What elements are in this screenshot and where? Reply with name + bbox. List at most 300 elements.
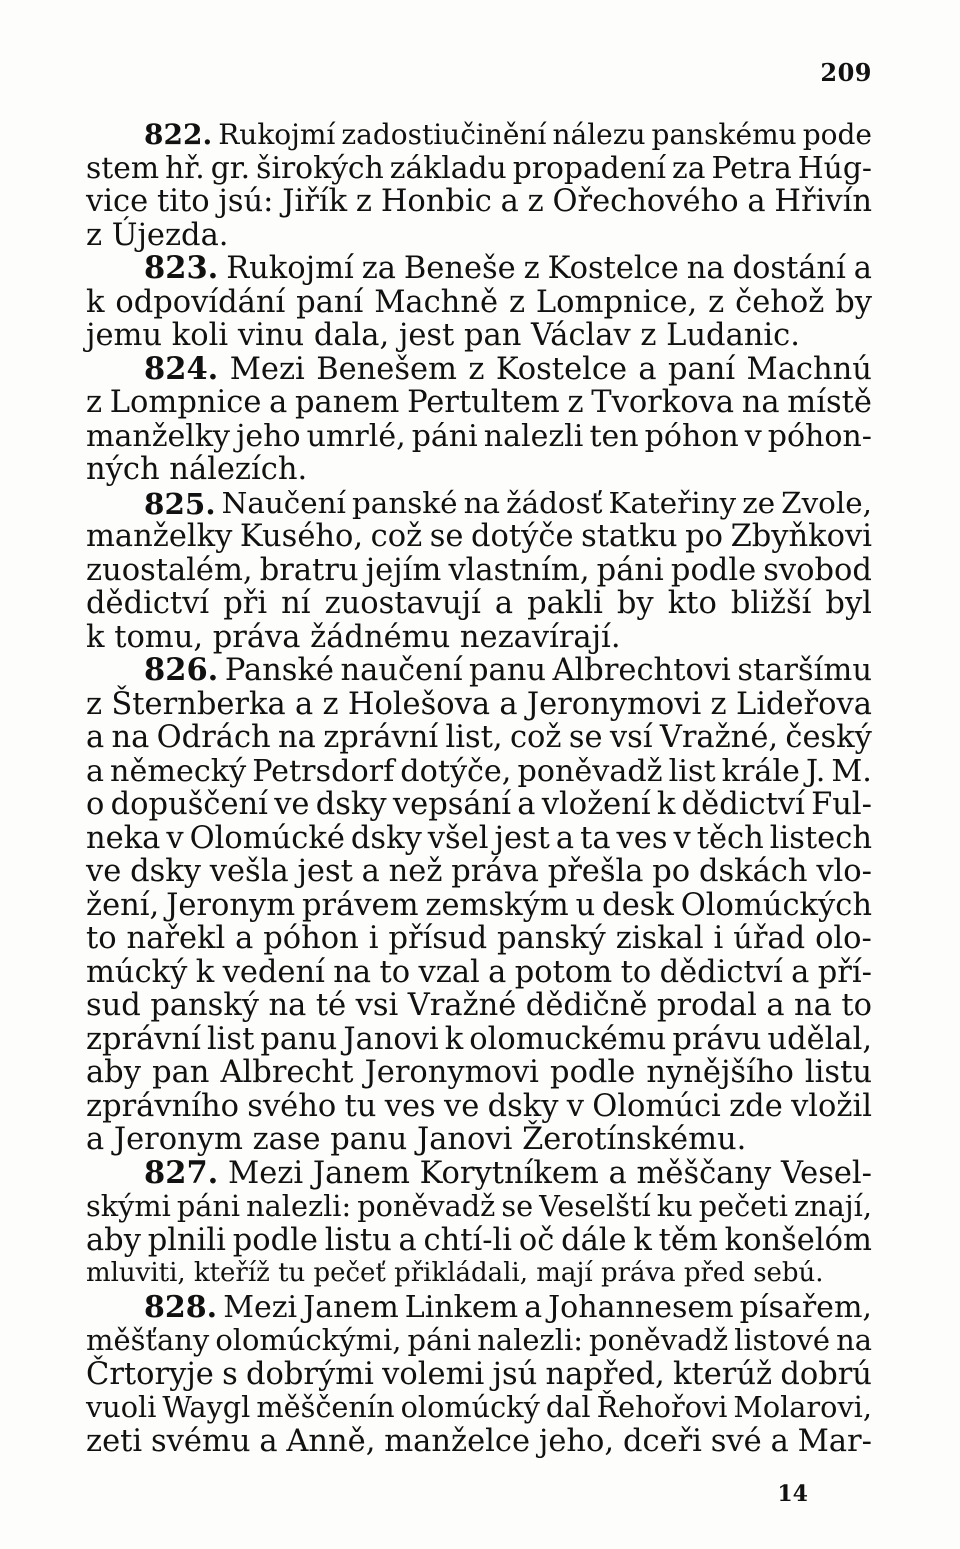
word: pečeť bbox=[313, 1258, 395, 1288]
word: ves bbox=[616, 820, 668, 856]
word: práva bbox=[451, 854, 539, 889]
word: Vražné bbox=[407, 988, 517, 1023]
word: práva bbox=[600, 1258, 684, 1288]
word: zprávního bbox=[86, 1088, 239, 1124]
word: by bbox=[616, 586, 654, 621]
word: k bbox=[195, 954, 215, 990]
word: Ořechového bbox=[552, 184, 739, 219]
word: vsi bbox=[355, 988, 399, 1023]
word: po bbox=[652, 854, 691, 889]
word: prodal bbox=[656, 988, 757, 1023]
text-line bbox=[86, 1056, 872, 1090]
word: sud bbox=[86, 988, 141, 1023]
text-line bbox=[86, 1224, 872, 1258]
word: po bbox=[685, 519, 723, 554]
word: sebú. bbox=[753, 1258, 824, 1288]
text-line bbox=[86, 386, 872, 420]
word: ziskal bbox=[615, 921, 704, 956]
word: z bbox=[355, 184, 372, 219]
text-line bbox=[86, 420, 872, 454]
word: Beneše bbox=[403, 251, 516, 286]
word: Olomúci bbox=[592, 1088, 721, 1124]
text-line bbox=[86, 1391, 872, 1425]
word: jeho bbox=[236, 418, 301, 454]
word: z bbox=[86, 385, 103, 420]
text-line bbox=[86, 453, 872, 487]
word: měščany bbox=[636, 1155, 772, 1191]
word: dopuščení bbox=[110, 787, 268, 822]
word: z bbox=[710, 686, 727, 722]
word: Jeronymovi bbox=[364, 1055, 539, 1090]
word: ta bbox=[580, 820, 611, 856]
word: zase bbox=[252, 1122, 331, 1157]
word: Lompnice bbox=[109, 385, 262, 420]
word: hř. bbox=[165, 150, 205, 186]
word: a bbox=[494, 586, 514, 621]
word: Vesel- bbox=[780, 1155, 872, 1191]
word: naučení bbox=[340, 653, 463, 688]
word: český bbox=[785, 720, 872, 755]
word: té bbox=[315, 988, 347, 1023]
word: listech bbox=[769, 820, 872, 856]
word: dceři bbox=[622, 1423, 702, 1459]
word: s bbox=[222, 1356, 238, 1392]
word: se bbox=[501, 1189, 534, 1223]
word: jejím bbox=[365, 552, 442, 588]
word: měšťany bbox=[86, 1323, 210, 1357]
word: z bbox=[640, 318, 667, 353]
word: nařekl bbox=[126, 921, 226, 956]
word: základu bbox=[389, 150, 507, 186]
word: vložení bbox=[541, 787, 651, 822]
word: Šternberka bbox=[111, 686, 286, 722]
word: přikládali, bbox=[394, 1258, 537, 1288]
word: v bbox=[744, 418, 762, 454]
word: Zbyňkovi bbox=[730, 519, 872, 554]
word: aby bbox=[86, 1055, 141, 1090]
text-line bbox=[86, 654, 872, 688]
word: jeho, bbox=[538, 1423, 615, 1459]
word: vedení bbox=[222, 954, 325, 990]
word: list, bbox=[445, 720, 503, 755]
word: a bbox=[555, 820, 575, 856]
word: z bbox=[708, 284, 725, 320]
text-line bbox=[86, 350, 872, 387]
word: z bbox=[322, 686, 339, 722]
word: za bbox=[361, 251, 396, 286]
body-text bbox=[86, 118, 872, 1458]
word: jsú: bbox=[218, 184, 274, 219]
word: Veselští bbox=[539, 1189, 651, 1223]
word: Vražné, bbox=[659, 720, 779, 755]
word: a bbox=[259, 1423, 278, 1459]
signature-mark: 14 bbox=[777, 1481, 808, 1507]
text-line bbox=[86, 755, 872, 789]
word: Řehořovi bbox=[596, 1390, 728, 1424]
word: a bbox=[499, 686, 518, 722]
word: v bbox=[166, 820, 184, 856]
word: oč bbox=[518, 1222, 555, 1258]
word: umrlé, bbox=[306, 418, 406, 454]
word: Rukojmí bbox=[218, 118, 336, 151]
word: vice bbox=[86, 184, 149, 219]
word: Petrsdorf bbox=[252, 753, 395, 789]
word: Molarovi, bbox=[733, 1390, 872, 1424]
word: a bbox=[770, 1423, 789, 1459]
word: z bbox=[86, 217, 112, 253]
word: a bbox=[361, 854, 380, 889]
word: zuostalém, bbox=[86, 552, 253, 588]
word: list bbox=[206, 1021, 255, 1057]
text-line bbox=[86, 855, 872, 889]
word: pakli bbox=[527, 586, 603, 621]
word: páni bbox=[176, 1189, 241, 1223]
word: za bbox=[672, 150, 706, 186]
word: Olomúckých bbox=[680, 887, 872, 923]
word: na bbox=[741, 385, 780, 420]
word: a bbox=[86, 1122, 114, 1157]
word: kteříž bbox=[193, 1258, 279, 1288]
word: Janovi bbox=[416, 1122, 523, 1157]
word: zuostavují bbox=[324, 586, 481, 621]
word: dotýče bbox=[470, 519, 574, 554]
word: dědictví bbox=[659, 954, 783, 990]
word: jemu bbox=[86, 318, 172, 353]
word: na bbox=[836, 1323, 872, 1357]
word: volemi bbox=[382, 1356, 485, 1392]
word: ze bbox=[742, 485, 776, 520]
word: při bbox=[223, 586, 268, 621]
word: dědictví bbox=[86, 586, 210, 621]
text-line bbox=[86, 822, 872, 856]
word: dědictví bbox=[681, 787, 805, 822]
word: z bbox=[527, 184, 544, 219]
text-line bbox=[86, 1190, 872, 1224]
word: a bbox=[269, 385, 288, 420]
word: gr. bbox=[210, 150, 251, 186]
word: udělal, bbox=[767, 1021, 872, 1057]
word: a bbox=[294, 686, 314, 722]
word: potom bbox=[514, 954, 613, 990]
word: Črtoryje bbox=[86, 1356, 214, 1392]
word: na bbox=[463, 485, 501, 520]
word: vešla bbox=[209, 854, 289, 889]
word: páni bbox=[407, 1323, 472, 1357]
word: dsky bbox=[315, 787, 387, 822]
word: Jeronymovi bbox=[526, 686, 702, 722]
word: podle bbox=[550, 1055, 636, 1090]
word: žádnému bbox=[310, 619, 460, 655]
word: Anně, bbox=[286, 1423, 376, 1459]
word: právem bbox=[302, 887, 419, 923]
word: nálezu bbox=[552, 118, 646, 151]
text-line bbox=[86, 922, 872, 956]
word: paní bbox=[667, 351, 736, 387]
word: a bbox=[791, 954, 810, 990]
word: dskách bbox=[698, 854, 808, 889]
word: olomúcký bbox=[400, 1390, 540, 1424]
word: se bbox=[429, 519, 464, 554]
word: zprávní bbox=[86, 1021, 201, 1057]
word: než bbox=[388, 854, 443, 889]
word: svobod bbox=[763, 552, 872, 588]
word: Žerotínskému. bbox=[522, 1122, 747, 1157]
word: Olomúcké bbox=[189, 820, 345, 856]
text-line bbox=[86, 989, 872, 1023]
word: a bbox=[608, 1155, 627, 1191]
word: nalezli: bbox=[246, 1189, 352, 1223]
text-line bbox=[86, 286, 872, 320]
word: staršímu bbox=[737, 653, 872, 688]
word: Mezi bbox=[223, 1289, 298, 1325]
word: z bbox=[508, 284, 526, 320]
text-line bbox=[86, 788, 872, 822]
word: se bbox=[568, 720, 603, 755]
word: listové bbox=[734, 1323, 831, 1357]
text-line bbox=[86, 1123, 872, 1157]
word: v bbox=[673, 820, 691, 856]
word: dal bbox=[545, 1390, 591, 1424]
word: ves bbox=[384, 1088, 436, 1124]
word: manželky bbox=[86, 519, 233, 554]
text-line bbox=[86, 956, 872, 990]
text-line bbox=[86, 621, 872, 655]
text-line bbox=[86, 1257, 872, 1291]
text-line bbox=[86, 152, 872, 186]
word: 828. bbox=[144, 1289, 218, 1325]
word: žádosť bbox=[506, 485, 603, 520]
word: pečeti bbox=[698, 1189, 788, 1223]
word: nalezli bbox=[483, 418, 584, 454]
word: ní bbox=[281, 586, 311, 621]
word: pan bbox=[463, 318, 532, 353]
word: zde bbox=[729, 1088, 783, 1124]
word: by bbox=[835, 284, 872, 320]
word: plnili bbox=[147, 1222, 226, 1258]
word: což bbox=[370, 519, 423, 554]
word: a bbox=[488, 954, 507, 990]
word: ných bbox=[86, 452, 170, 487]
word: Mezi bbox=[228, 1155, 304, 1191]
word: znají, bbox=[793, 1189, 872, 1223]
word: těch bbox=[696, 820, 764, 856]
text-line bbox=[86, 319, 872, 353]
word: páni bbox=[411, 418, 478, 454]
word: Benešem bbox=[316, 351, 457, 387]
word: německý bbox=[110, 753, 247, 789]
word: všel bbox=[427, 820, 489, 856]
word: 825. bbox=[144, 485, 216, 521]
word: Lompnice, bbox=[535, 284, 698, 320]
word: k bbox=[86, 284, 105, 320]
word: koli bbox=[171, 318, 238, 353]
word: 826. bbox=[144, 652, 219, 688]
word: Albrecht bbox=[220, 1055, 354, 1090]
word: Pertultem bbox=[407, 385, 560, 420]
word: neka bbox=[86, 820, 161, 856]
word: Rukojmí bbox=[226, 251, 354, 286]
word: konšelóm bbox=[724, 1222, 872, 1258]
word: Tvorkova bbox=[591, 385, 735, 420]
word: a bbox=[524, 1289, 543, 1325]
word: ve bbox=[443, 1088, 480, 1124]
word: ve bbox=[274, 787, 310, 822]
word: z bbox=[567, 385, 584, 420]
word: Korytníkem bbox=[419, 1155, 599, 1191]
word: Linkem bbox=[404, 1289, 519, 1325]
word: Lideřova bbox=[735, 686, 872, 722]
word: tu bbox=[278, 1258, 314, 1288]
text-line bbox=[86, 1023, 872, 1057]
word: múcký bbox=[86, 954, 188, 990]
word: vzal bbox=[418, 954, 480, 990]
word: panský bbox=[497, 921, 606, 956]
word: i bbox=[368, 921, 379, 956]
word: a bbox=[86, 753, 105, 789]
word: odpovídání bbox=[115, 284, 286, 320]
word: 823. bbox=[144, 250, 219, 286]
word: a bbox=[500, 184, 519, 219]
word: 827. bbox=[144, 1154, 219, 1191]
text-line bbox=[86, 1324, 872, 1358]
word: svému bbox=[150, 1423, 251, 1459]
word: krále bbox=[721, 753, 800, 789]
word: paní bbox=[296, 284, 364, 320]
word: v bbox=[566, 1088, 584, 1124]
word: z bbox=[468, 351, 485, 387]
word: Mar- bbox=[797, 1423, 872, 1459]
text-line bbox=[86, 721, 872, 755]
word: a bbox=[853, 251, 872, 286]
word: panskému bbox=[651, 118, 797, 151]
word: ten bbox=[589, 418, 639, 454]
word: Holešova bbox=[347, 686, 491, 722]
word: dsky bbox=[350, 820, 422, 856]
word: manželce bbox=[384, 1423, 531, 1459]
word: nalezli: bbox=[477, 1323, 583, 1357]
word: zadostiučinění bbox=[341, 118, 547, 151]
word: zeti bbox=[86, 1423, 143, 1459]
text-line bbox=[86, 889, 872, 923]
text-line bbox=[86, 185, 872, 219]
text-line bbox=[86, 1358, 872, 1392]
word: Mezi bbox=[229, 351, 305, 387]
word: panu bbox=[469, 653, 547, 688]
word: Panské bbox=[224, 653, 334, 688]
word: k bbox=[656, 787, 676, 822]
text-line bbox=[86, 1154, 872, 1191]
word: a bbox=[398, 1222, 417, 1258]
word: Újezda. bbox=[111, 217, 229, 253]
word: Kostelce bbox=[495, 351, 628, 387]
word: aby bbox=[86, 1222, 141, 1258]
word: Jeronym bbox=[166, 887, 296, 923]
text-line bbox=[86, 487, 872, 521]
word: poněvadž bbox=[517, 753, 663, 789]
word: napřed, bbox=[545, 1356, 665, 1392]
word: kterúž bbox=[672, 1356, 773, 1392]
word: to bbox=[841, 988, 872, 1023]
word: manželky bbox=[86, 418, 231, 454]
word: úřad bbox=[733, 921, 806, 956]
word: jest bbox=[494, 820, 550, 856]
word: čehož bbox=[735, 284, 825, 320]
word: olomuckému bbox=[469, 1021, 667, 1057]
word: přešla bbox=[547, 854, 644, 889]
word: jest bbox=[398, 318, 464, 353]
word: Václav bbox=[531, 318, 641, 353]
word: listu bbox=[804, 1055, 872, 1090]
word: Machně bbox=[374, 284, 499, 320]
word: širokých bbox=[256, 150, 384, 186]
word: vložil bbox=[791, 1088, 872, 1124]
word: z bbox=[523, 251, 540, 286]
word: chtí-li bbox=[423, 1222, 513, 1258]
word: jest bbox=[297, 854, 353, 889]
word: to bbox=[86, 921, 117, 956]
word: a bbox=[766, 988, 785, 1023]
word: olo- bbox=[815, 921, 872, 956]
word: bližší bbox=[730, 586, 812, 621]
word: tito bbox=[156, 184, 210, 219]
word: panské bbox=[352, 485, 458, 520]
word: Janovi bbox=[343, 1021, 439, 1057]
word: poněvadž bbox=[589, 1323, 729, 1357]
word: vinu bbox=[237, 318, 314, 353]
word: tomu, bbox=[114, 619, 213, 655]
word: olomúckými, bbox=[215, 1323, 402, 1357]
text-line bbox=[86, 688, 872, 722]
word: nezavírají. bbox=[459, 619, 621, 655]
word: vepsání bbox=[392, 787, 511, 822]
word: vlo- bbox=[816, 854, 872, 889]
word: ve bbox=[86, 854, 122, 889]
word: list bbox=[668, 753, 716, 789]
word: Albrechtovi bbox=[552, 653, 731, 688]
word: ku bbox=[656, 1189, 693, 1223]
word: měščenín bbox=[256, 1390, 395, 1424]
word: stem bbox=[86, 150, 160, 186]
word: Machnú bbox=[746, 351, 872, 387]
word: o bbox=[86, 787, 105, 822]
word: podle bbox=[670, 552, 757, 588]
word: 824. bbox=[144, 350, 219, 387]
word: a bbox=[747, 184, 766, 219]
word: dala, bbox=[313, 318, 399, 353]
word: dále bbox=[561, 1222, 627, 1258]
word: kto bbox=[667, 586, 717, 621]
text-line bbox=[86, 118, 872, 152]
text-line bbox=[86, 587, 872, 621]
word: právu bbox=[672, 1021, 762, 1057]
word: a bbox=[638, 351, 657, 387]
word: před bbox=[683, 1258, 754, 1288]
word: dotýče, bbox=[400, 753, 512, 789]
word: přísud bbox=[388, 921, 488, 956]
page-number: 209 bbox=[820, 58, 872, 87]
word: na bbox=[111, 720, 150, 755]
word: zprávní bbox=[323, 720, 439, 755]
word: dobrú bbox=[780, 1356, 872, 1392]
word: žení, bbox=[86, 887, 160, 923]
word: práva bbox=[212, 619, 311, 655]
word: Janem bbox=[303, 1289, 399, 1325]
word: zemským bbox=[425, 887, 569, 923]
word: k bbox=[444, 1021, 464, 1057]
word: Kusého, bbox=[239, 519, 364, 554]
word: J. bbox=[805, 753, 826, 789]
word: byl bbox=[825, 586, 872, 621]
